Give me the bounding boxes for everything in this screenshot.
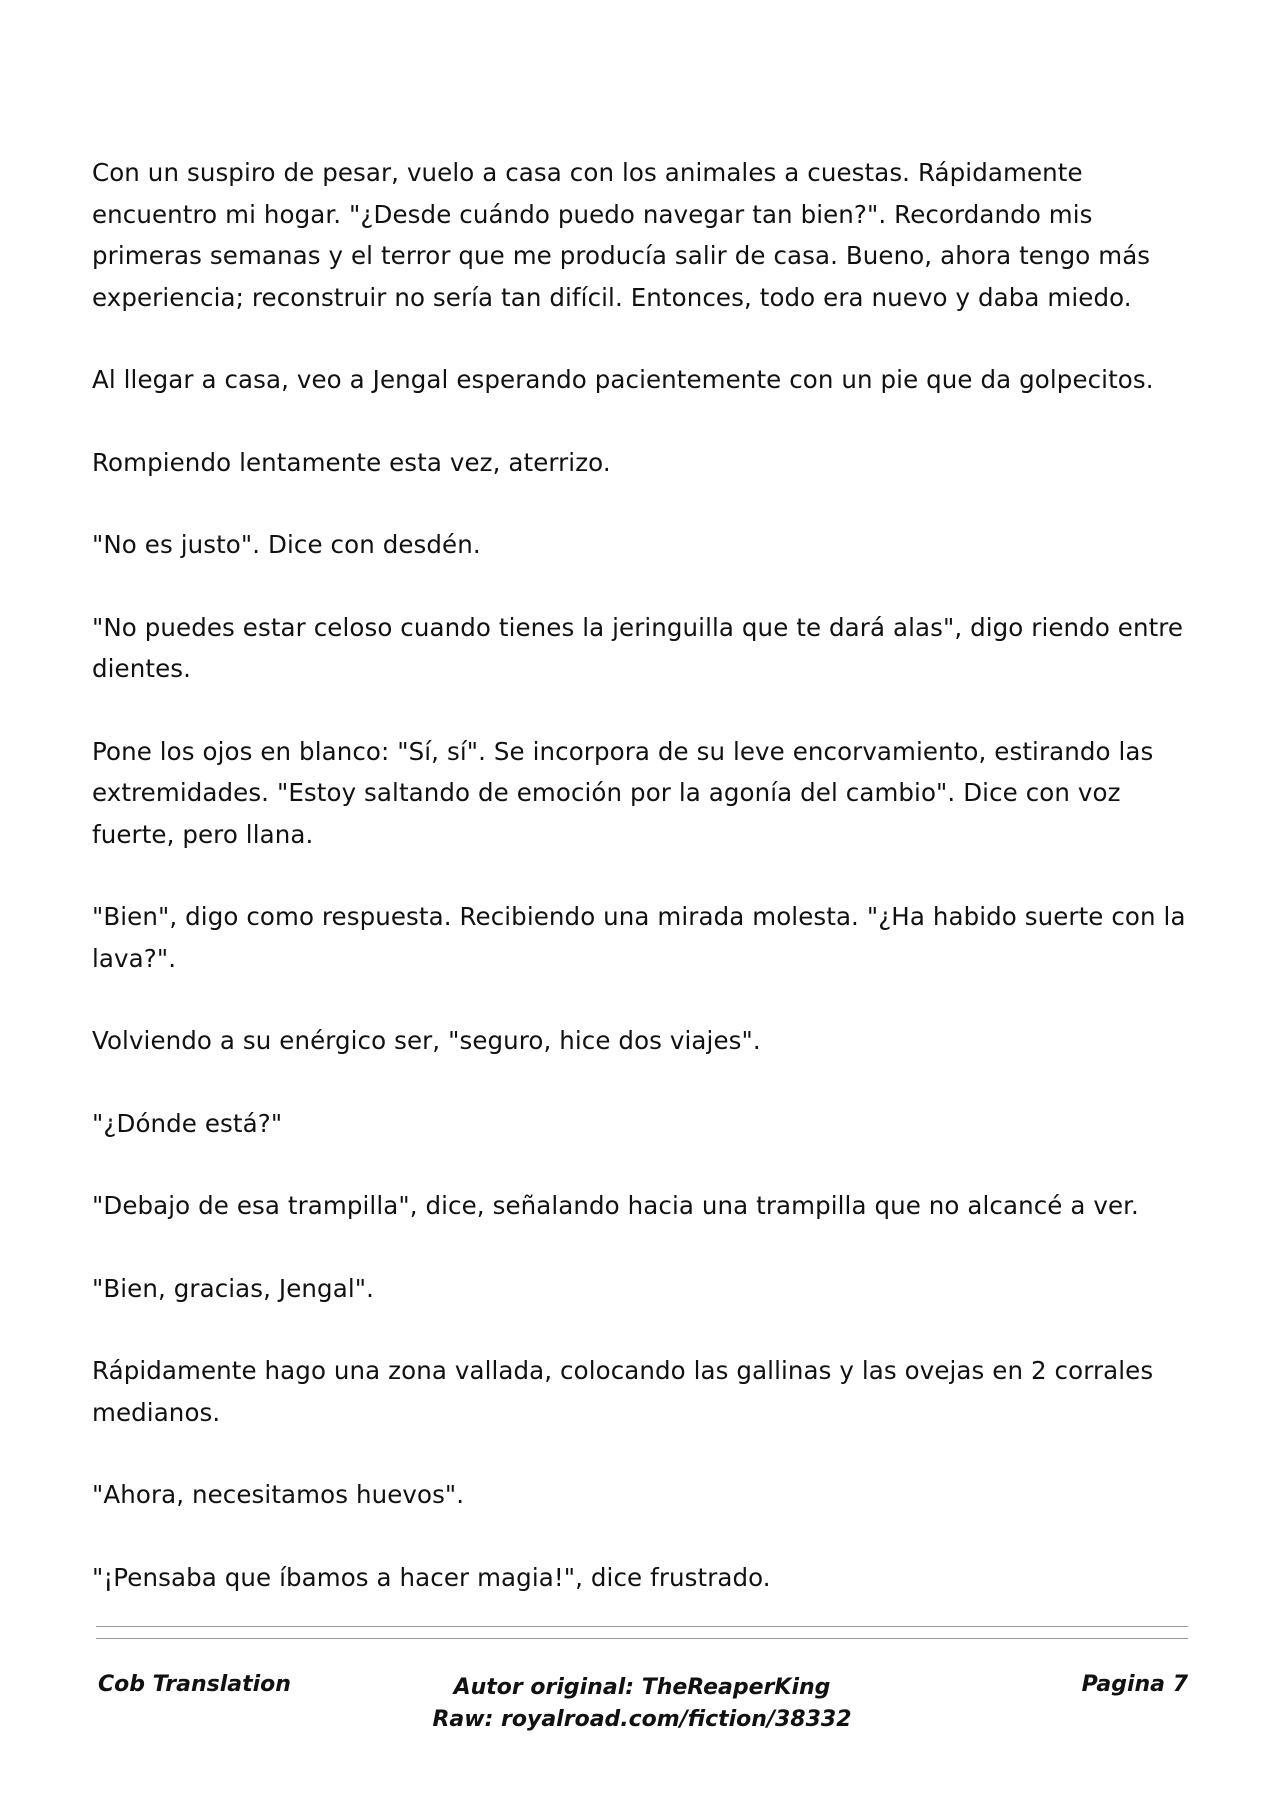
footer-divider-top bbox=[96, 1626, 1188, 1627]
paragraph-14: "¡Pensaba que íbamos a hacer magia!", dice frustrado. bbox=[92, 1562, 771, 1592]
paragraph-7: "Bien", digo como respuesta. Recibiendo una mirada molesta. "¿Ha habido suerte con la lava?". bbox=[92, 902, 1186, 973]
paragraph-1: Con un suspiro de pesar, vuelo a casa con los animales a cuestas. Rápidamente encuentro mi hogar. "¿Desde cuándo puedo navegar tan bien?". Recordando mis primeras semanas y el terror que me producía salir de casa. Bueno, ahora tengo más experiencia; reconstruir no sería tan difícil. Entonces, todo era nuevo y daba miedo. bbox=[92, 158, 1151, 312]
footer-raw-source: Raw: royalroad.com/fiction/38332 bbox=[432, 1707, 852, 1732]
paragraph-9: "¿Dónde está?" bbox=[92, 1108, 283, 1138]
paragraph-13: "Ahora, necesitamos huevos". bbox=[92, 1480, 465, 1509]
footer-page-number: Pagina 7 bbox=[1081, 1672, 1188, 1697]
paragraph-11: "Bien, gracias, Jengal". bbox=[92, 1273, 374, 1303]
paragraph-3: Rompiendo lentamente esta vez, aterrizo. bbox=[92, 447, 611, 477]
footer-divider-bottom bbox=[96, 1638, 1188, 1639]
footer-credits bbox=[96, 1672, 1188, 1736]
page-footer bbox=[96, 1672, 1188, 1742]
paragraph-4: "No es justo". Dice con desdén. bbox=[92, 530, 481, 559]
footer-original-author: Autor original: TheReaperKing bbox=[453, 1675, 831, 1700]
paragraph-10: "Debajo de esa trampilla", dice, señalando hacia una trampilla que no alcancé a ver. bbox=[92, 1191, 1139, 1220]
page-body bbox=[92, 152, 1192, 1639]
paragraph-6: Pone los ojos en blanco: "Sí, sí". Se incorpora de su leve encorvamiento, estirando las extremidades. "Estoy saltando de emoción por la agonía del cambio". Dice con voz fuerte, pero llana. bbox=[92, 736, 1154, 849]
paragraph-12: Rápidamente hago una zona vallada, colocando las gallinas y las ovejas en 2 corrales medianos. bbox=[92, 1356, 1154, 1427]
footer-translator: Cob Translation bbox=[98, 1672, 291, 1697]
paragraph-5: "No puedes estar celoso cuando tienes la jeringuilla que te dará alas", digo riendo entre dientes. bbox=[92, 612, 1184, 683]
paragraph-8: Volviendo a su enérgico ser, "seguro, hice dos viajes". bbox=[92, 1026, 761, 1055]
paragraph-2: Al llegar a casa, veo a Jengal esperando pacientemente con un pie que da golpecitos. bbox=[92, 365, 1154, 394]
